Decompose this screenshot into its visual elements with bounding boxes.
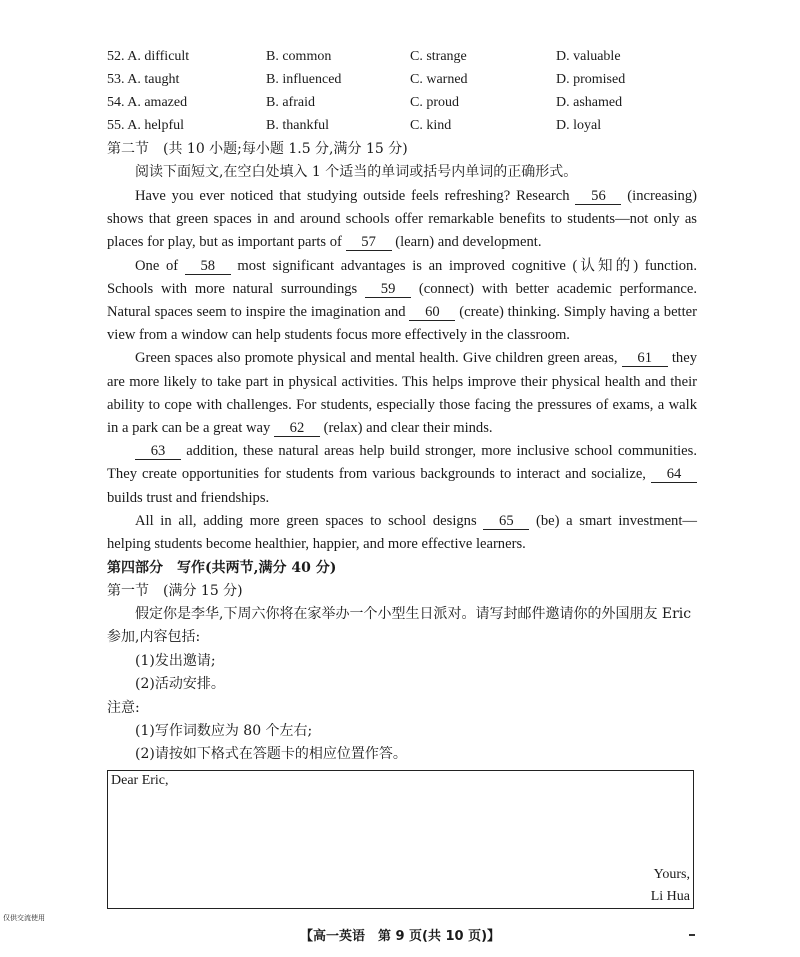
note-1: (1)写作词数应为 80 个左右; <box>135 723 313 739</box>
option-55-c: C. kind <box>410 118 452 133</box>
option-54-b: B. afraid <box>266 95 315 110</box>
blank-60[interactable]: 60 <box>409 304 455 321</box>
option-52-c: C. strange <box>410 49 467 64</box>
section2-header: 第二节 (共 10 小题;每小题 1.5 分,满分 15 分) <box>107 141 408 157</box>
letter-greeting: Dear Eric, <box>111 773 169 788</box>
option-53-d: D. promised <box>556 72 626 87</box>
blank-57[interactable]: 57 <box>346 234 392 251</box>
blank-64[interactable]: 64 <box>651 466 697 483</box>
blank-65[interactable]: 65 <box>483 513 529 530</box>
passage-paragraph-5: All in all, adding more green spaces to school designs 65 (be) a smart investment—helping students become healthier, happier, and more effective learners. <box>107 512 697 553</box>
passage <box>107 185 697 556</box>
section2-instruction: 阅读下面短文,在空白处填入 1 个适当的单词或括号内单词的正确形式。 <box>135 164 578 180</box>
blank-62[interactable]: 62 <box>274 420 320 437</box>
letter-answer-box[interactable] <box>107 770 694 909</box>
blank-63[interactable]: 63 <box>135 443 181 460</box>
option-54-c: C. proud <box>410 95 459 110</box>
passage-paragraph-4: 63 addition, these natural areas help build stronger, more inclusive school communities. They create opportunities for students from various backgrounds to interact and socialize, 64 builds trust and friendships. <box>107 443 697 506</box>
option-53-c: C. warned <box>410 72 468 87</box>
option-52-d: D. valuable <box>556 49 621 64</box>
option-52-a: 52. A. difficult <box>107 49 190 64</box>
side-note: 仅供交流使用 <box>3 914 45 922</box>
option-54-a: 54. A. amazed <box>107 95 188 110</box>
option-54-d: D. ashamed <box>556 95 623 110</box>
writing-item-1: (1)发出邀请; <box>135 653 216 669</box>
option-55-d: D. loyal <box>556 118 602 133</box>
page-mark <box>689 934 695 936</box>
passage-paragraph-2: One of 58 most significant advantages is an improved cognitive (认知的) function. Schools with more natural surroundings 59 (connect) with better academic performance. Natural spaces seem to inspire the imagination and 60 (create) thinking. Simply having a better view from a window can help students focus more effectively in the classroom. <box>107 257 697 344</box>
option-53-b: B. influenced <box>266 72 342 87</box>
option-55-a: 55. A. helpful <box>107 118 184 133</box>
blank-58[interactable]: 58 <box>185 258 231 275</box>
blank-56[interactable]: 56 <box>575 188 621 205</box>
part4-section1: 第一节 (满分 15 分) <box>107 583 243 599</box>
writing-item-2: (2)活动安排。 <box>135 676 225 692</box>
letter-signature: Li Hua <box>650 889 690 904</box>
note-label: 注意: <box>107 700 140 716</box>
part4-header: 第四部分 写作(共两节,满分 40 分) <box>107 560 337 576</box>
note-2: (2)请按如下格式在答题卡的相应位置作答。 <box>135 746 407 762</box>
blank-61[interactable]: 61 <box>622 350 668 367</box>
passage-paragraph-3: Green spaces also promote physical and mental health. Give children green areas, 61 they are more likely to take part in physical activities. This helps improve their physical health and their ability to cope with challenges. For students, especially those facing the pressures of exams, a walk in a park can be a great way 62 (relax) and clear their minds. <box>107 350 697 437</box>
option-53-a: 53. A. taught <box>107 72 180 87</box>
writing-prompt: 假定你是李华,下周六你将在家举办一个小型生日派对。请写封邮件邀请你的外国朋友 Eric 参加,内容包括: <box>107 606 692 645</box>
blank-59[interactable]: 59 <box>365 281 411 298</box>
option-55-b: B. thankful <box>266 118 329 133</box>
passage-paragraph-1: Have you ever noticed that studying outside feels refreshing? Research 56 (increasing) shows that green spaces in and around schools offer remarkable benefits to students—not only as places for play, but as important parts of 57 (learn) and development. <box>107 188 697 251</box>
option-52-b: B. common <box>266 49 332 64</box>
page-footer: 【高一英语 第 9 页(共 10 页)】 <box>299 929 501 944</box>
letter-closing: Yours, <box>653 867 690 882</box>
